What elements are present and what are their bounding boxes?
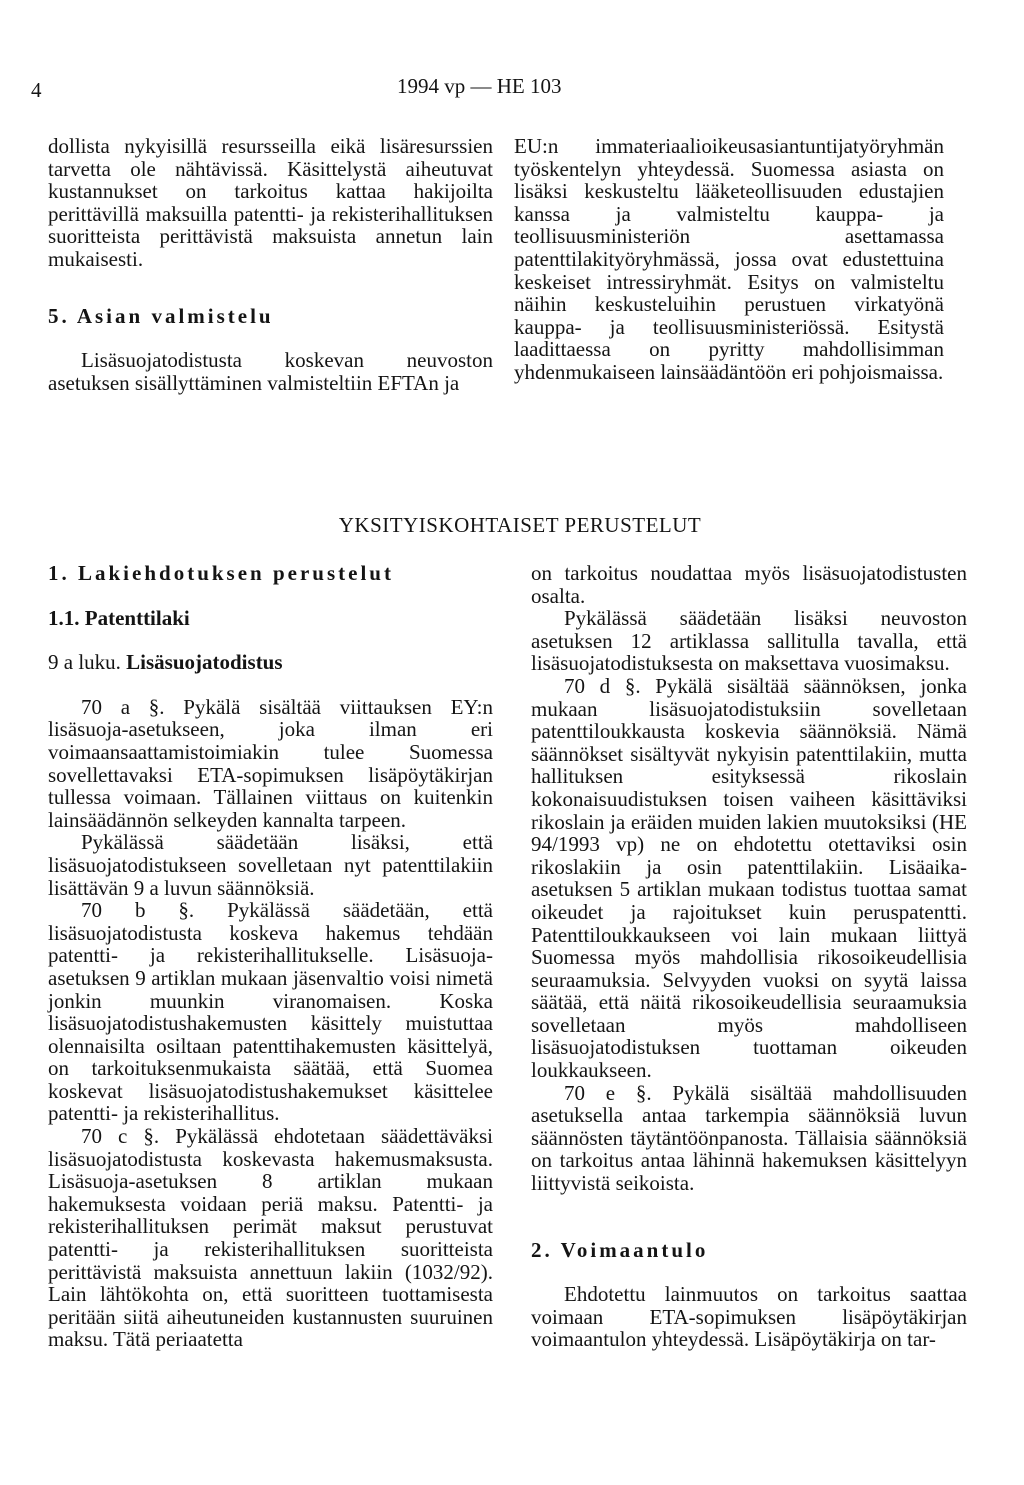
paragraph: Lisäsuojatodistusta koskevan neuvoston asetuksen sisällyttäminen valmisteltiin EFTAn ja: [48, 348, 493, 395]
section-title: YKSITYISKOHTAISET PERUSTELUT: [338, 513, 702, 537]
chapter-title: Lisäsuojatodistus: [126, 650, 283, 675]
section-heading: 5. Asian valmistelu: [48, 303, 274, 328]
paragraph: Pykälässä säädetään lisäksi, että lisäsuojatodistukseen sovelletaan nyt patenttilakiin lisättävän 9 a luvun säännöksiä.: [48, 830, 493, 900]
heading-lakiehdotus: 1. Lakiehdotuksen perustelut: [48, 561, 394, 585]
paragraph: dollista nykyisillä resursseilla eikä lisäresurssien tarvetta ole nähtävissä. Käsittelystä aiheutuvat kustannukset on tarkoitus kattaa hakijoilta perittävillä maksuilla patentti- ja rekisterihallituksen suoritteista perittävistä maksuista annetun lain mukaisesti.: [48, 134, 493, 271]
left-column: [48, 562, 493, 1351]
right-column: [531, 562, 967, 1351]
top-right-column: [514, 135, 944, 384]
paragraph: 70 a §. Pykälä sisältää viittauksen EY:n lisäsuoja-asetukseen, joka ilman eri voimaansaattamistoimiakin tulee Suomessa sovellettavaksi ETA-sopimuksen lisäpöytäkirjan tullessa voimaan. Tällainen viittaus on kuitenkin lainsäädännön selkeyden kannalta tarpeen.: [48, 694, 493, 832]
heading-patenttilaki: 1.1. Patenttilaki: [48, 605, 190, 630]
page-number: 4: [31, 78, 42, 102]
paragraph: 70 c §. Pykälässä ehdotetaan säädettäväksi lisäsuojatodistusta koskevasta hakemusmaksusta. Lisäsuoja-asetuksen 8 artiklan mukaan hakemuksesta voidaan periä maksu. Patentti- ja rekisterihallituksen perimät maksut perustuvat patentti- ja rekisterihallituksen suoritteista perittävistä maksuista annettuun lakiin (1032/92). Lain lähtökohta on, että suoritteen tuottamisesta peritään siitä aiheutuneiden kustannusten suuruinen maksu. Tätä periaatetta: [48, 1124, 493, 1352]
paragraph: Ehdotettu lainmuutos on tarkoitus saattaa voimaan ETA-sopimuksen lisäpöytäkirjan voimaantulon yhteydessä. Lisäpöytäkirja on tar-: [531, 1282, 967, 1352]
paragraph: 70 d §. Pykälä sisältää säännöksen, jonka mukaan lisäsuojatodistuksiin sovelletaan patenttiloukkausta koskevia säännöksiä. Nämä säännökset sisältyvät nykyisin patenttilakiin, mutta hallituksen esityksessä rikoslain kokonaisuudistuksen toisen vaiheen käsittäviksi rikoslain ja eräiden muiden lakien muutoksiksi (HE 94/1993 vp) ne on ehdotettu otettaviksi osin rikoslakiin ja osin patenttilakiin. Lisäaika-asetuksen 5 artiklan mukaan todistus tuottaa samat oikeudet ja rajoitukset kuin peruspatentti. Patenttiloukkaukseen voi lain mukaan liittyä Suomessa myös mahdollisia rikosoikeudellisia seuraamuksia. Selvyyden vuoksi on syytä laissa säätää, että näitä rikosoikeudellisia seuraamuksia sovelletaan myös mahdolliseen lisäsuojatodistuksen tuottaman oikeuden loukkaukseen.: [531, 673, 967, 1083]
paragraph: 70 b §. Pykälässä säädetään, että lisäsuojatodistusta koskeva hakemus tehdään patentti- ja rekisterihallitukselle. Lisäsuoja-asetuksen 9 artiklan mukaan jäsenvaltio voisi nimetä jonkin muunkin viranomaisen. Koska lisäsuojatodistushakemusten käsittely muistuttaa olennaisilta osiltaan patenttihakemusten käsittelyä, on tarkoituksenmukaista säätää, että Suomea koskevat lisäsuojatodistushakemukset käsittelee patentti- ja rekisterihallitus.: [48, 898, 493, 1126]
chapter-prefix: 9 a luku.: [48, 650, 121, 675]
paragraph: Pykälässä säädetään lisäksi neuvoston asetuksen 12 artiklassa sallitulla tavalla, että lisäsuojatodistuksesta on maksettava vuosimaksu.: [531, 606, 967, 676]
chapter-heading: [48, 651, 493, 674]
paragraph: 70 e §. Pykälä sisältää mahdollisuuden asetuksella antaa tarkempia säännöksiä luvun säännösten täytäntöönpanosta. Tällaisia säännöksiä on tarkoitus antaa lähinnä hakemuksen käsittelyyn liittyvistä seikoista.: [531, 1080, 967, 1196]
paragraph: EU:n immateriaalioikeusasiantuntijatyöryhmän työskentelyn yhteydessä. Suomessa asiasta on lisäksi keskusteltu lääketeollisuuden edustajien kanssa ja valmisteltu kauppa- ja teollisuusministeriön asettamassa patenttilakityöryhmässä, jossa ovat edustettuina keskeiset intressiryhmät. Esitys on valmisteltu näihin keskusteluihin perustuen virkatyönä kauppa- ja teollisuusministeriössä. Esitystä laadittaessa on pyritty mahdollisimman yhdenmukaiseen lainsäädäntöön eri pohjoismaissa.: [514, 134, 944, 384]
heading-voimaantulo: 2. Voimaantulo: [531, 1237, 709, 1262]
running-title: 1994 vp — HE 103: [397, 74, 562, 98]
paragraph: on tarkoitus noudattaa myös lisäsuojatodistusten osalta.: [531, 561, 967, 608]
top-left-column: [48, 135, 493, 394]
